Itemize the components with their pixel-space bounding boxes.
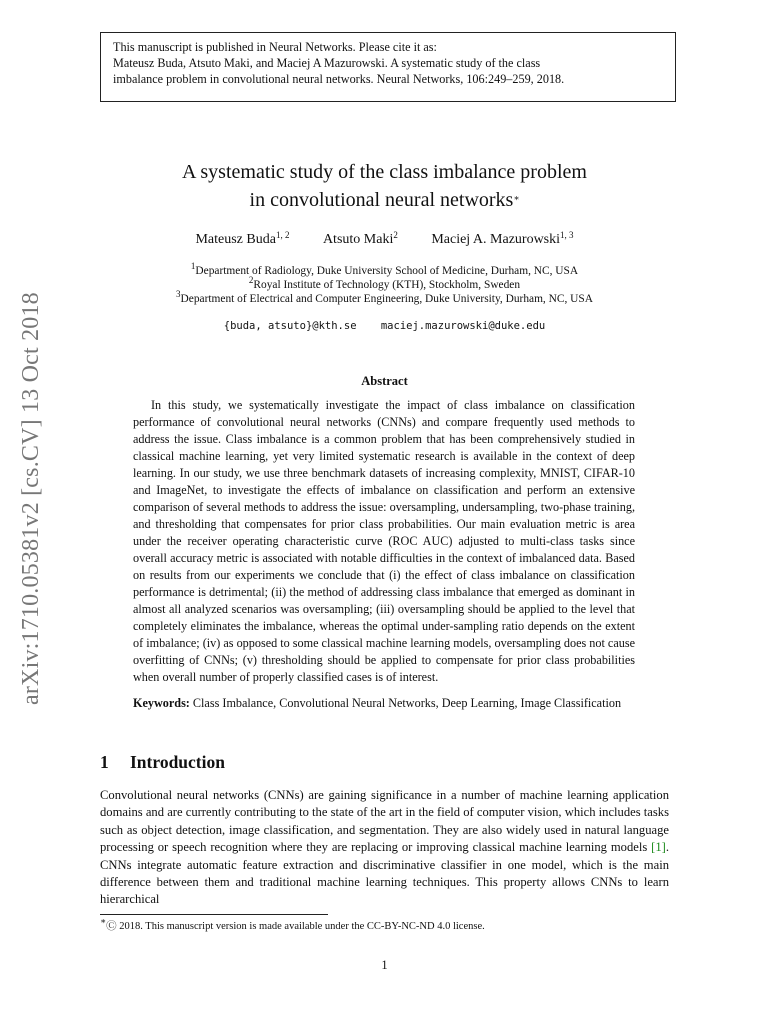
affiliation-sup: 2: [248, 275, 254, 285]
author-maki: [323, 232, 398, 247]
citation-line-1: This manuscript is published in Neural Networks. Please cite it as:: [113, 40, 437, 54]
keywords-text: Class Imbalance, Convolutional Neural Networks, Deep Learning, Image Classification: [192, 696, 622, 710]
abstract-heading: Abstract: [361, 374, 408, 388]
email-duke[interactable]: maciej.mazurowski@duke.edu: [380, 320, 546, 332]
author-name: Atsuto Maki: [322, 232, 394, 247]
copyright-icon: Ⓒ: [106, 921, 117, 932]
affiliation-text: Royal Institute of Technology (KTH), Stockholm, Sweden: [253, 279, 521, 291]
intro-text-2: . CNNs integrate automatic feature extraction and discriminative classifier in one model, which is the main difference between them and traditional machine learning techniques. This property allows CNNs to learn hierarchical: [100, 840, 669, 907]
abstract-body: In this study, we systematically investigate the impact of class imbalance on classification performance of convolutional neural networks (CNNs) and compare frequently used methods to address the issue. Class imbalance is a common problem that has been comprehensively studied in classical machine learning, yet very limited systematic research is available in the context of deep learning. In our study, we use three benchmark datasets of increasing complexity, MNIST, CIFAR-10 and ImageNet, to investigate the effects of imbalance on classification and perform an extensive comparison of several methods to address the issue: oversampling, undersampling, two-phase training, and thresholding that compensates for prior class probabilities. Our main evaluation metric is area under the receiver operating characteristic curve (ROC AUC) adjusted to multi-class tasks since overall accuracy metric is associated with notable difficulties in the context of imbalanced data. Based on results from our experiments we conclude that (i) the effect of class imbalance on classification performance is detrimental; (ii) the method of addressing class imbalance that emerged as dominant in almost all analyzed scenarios was oversampling; (iii) oversampling should be applied to the level that completely eliminates the imbalance, whereas the optimal under-sampling ratio depends on the extent of imbalance; (iv) as opposed to some classical machine learning models, oversampling does not cause overfitting of CNNs; (v) thresholding should be applied to compensate for prior class probabilities when overall number of properly classified cases is of interest.: [133, 398, 635, 684]
arxiv-stamp: arXiv:1710.05381v2 [cs.CV] 13 Oct 2018: [18, 292, 44, 705]
section-number: 1: [100, 752, 109, 772]
affiliation-text: Department of Electrical and Computer Engineering, Duke University, Durham, NC, USA: [180, 293, 593, 305]
author-name: Mateusz Buda: [195, 232, 276, 247]
title-line-1: A systematic study of the class imbalance problem: [182, 161, 587, 183]
email-kth[interactable]: {buda, atsuto}@kth.se: [223, 320, 357, 332]
title-line-2: [100, 186, 669, 214]
footnote: [100, 918, 485, 933]
author-sup: 1, 2: [275, 230, 290, 240]
page-number: 1: [381, 958, 388, 972]
footnote-rule: [100, 914, 328, 915]
affiliation-text: Department of Radiology, Duke University School of Medicine, Durham, NC, USA: [195, 265, 579, 277]
email-line: [100, 320, 669, 332]
affiliation-3: [100, 289, 669, 306]
author-buda: [195, 232, 289, 247]
affiliation-sup: 3: [176, 289, 181, 299]
intro-text-1: Convolutional neural networks (CNNs) are gaining significance in a number of machine learning application domains and are currently contributing to the state of the art in the field of computer vision, which includes tasks such as object detection, image classification, and segmentation. They are also widely used in natural language processing or speech recognition where they are replacing or improving classical machine learning models: [100, 788, 669, 855]
footnote-text: 2018. This manuscript version is made available under the CC-BY-NC-ND 4.0 license.: [119, 921, 485, 932]
author-sup: 2: [393, 230, 398, 240]
affiliation-1: [100, 261, 669, 278]
affiliation-2: [100, 275, 669, 292]
citation-box: [100, 32, 676, 102]
author-name: Maciej A. Mazurowski: [431, 232, 561, 247]
title-line-2-text: in convolutional neural networks: [249, 189, 514, 211]
affiliation-sup: 1: [190, 261, 196, 271]
section-title: Introduction: [130, 752, 225, 772]
footnote-mark: ∗: [100, 916, 107, 926]
citation-line-3: imbalance problem in convolutional neural networks. Neural Networks, 106:249–259, 2018.: [113, 72, 565, 86]
citation-line-2: Mateusz Buda, Atsuto Maki, and Maciej A Mazurowski. A systematic study of the class: [113, 56, 541, 70]
author-list: [100, 232, 669, 248]
intro-paragraph: [100, 787, 669, 909]
reference-link-1[interactable]: [1]: [651, 840, 666, 855]
paper-title: [100, 158, 669, 214]
title-footnote-mark: ∗: [513, 193, 520, 203]
keywords: [133, 695, 635, 712]
author-sup: 1, 3: [560, 230, 574, 240]
keywords-label: Keywords:: [133, 696, 190, 710]
section-heading: [100, 752, 225, 773]
author-mazurowski: [431, 232, 573, 247]
